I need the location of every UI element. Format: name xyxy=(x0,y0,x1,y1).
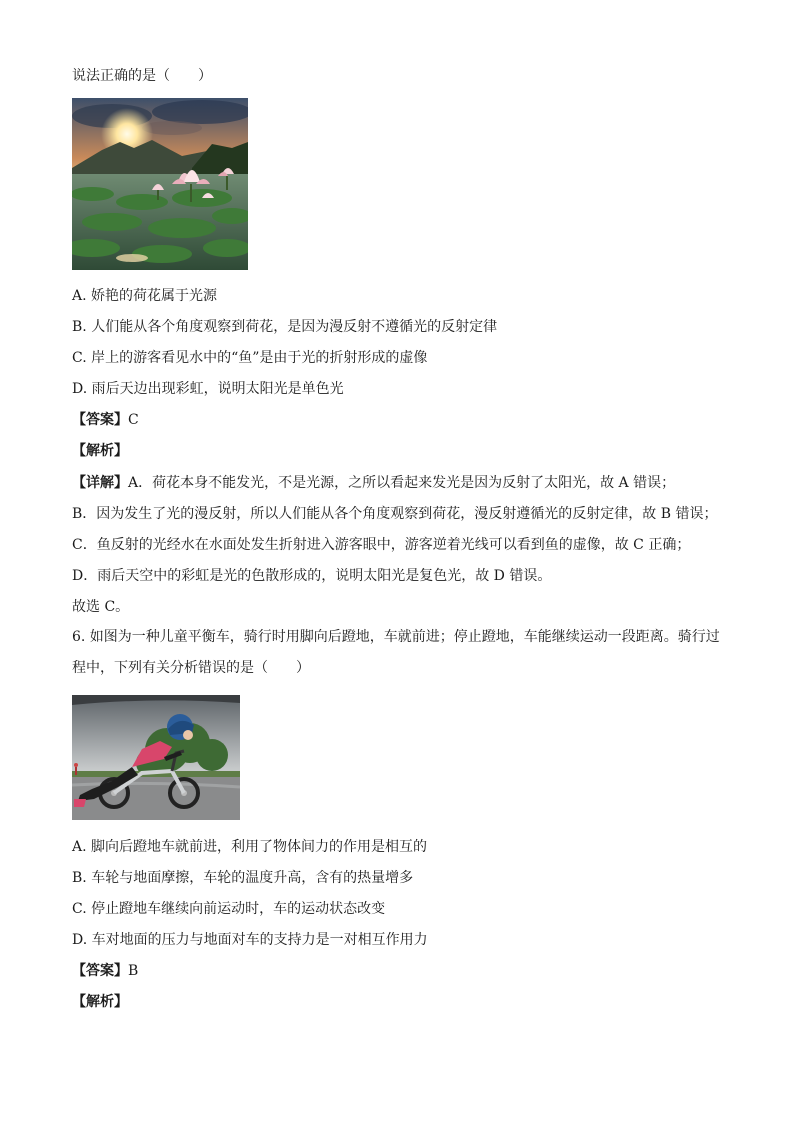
q5-answer xyxy=(72,411,139,429)
answer-label: 【答案】 xyxy=(72,963,128,979)
q5-detail-b: B．因为发生了光的漫反射，所以人们能从各个角度观察到荷花，漫反射遵循光的反射定律，故 B 错误； xyxy=(72,506,718,522)
q6-option-c: C. 停止蹬地车继续向前运动时，车的运动状态改变 xyxy=(72,901,386,917)
q5-stem-tail: 说法正确的是（ ） xyxy=(72,68,212,84)
q6-stem: 6. 如图为一种儿童平衡车，骑行时用脚向后蹬地，车就前进；停止蹬地，车能继续运动一段距离。骑行过程中，下列有关分析错误的是（ ） xyxy=(72,629,720,676)
detail-text: A．荷花本身不能发光，不是光源，之所以看起来发光是因为反射了太阳光，故 A 错误； xyxy=(128,475,676,491)
answer-label: 【答案】 xyxy=(72,412,128,428)
q6-analysis-label: 【解析】 xyxy=(72,994,128,1010)
lotus-pond-image xyxy=(72,98,248,270)
q5-option-a: A. 娇艳的荷花属于光源 xyxy=(72,288,218,304)
balance-bike-image xyxy=(72,695,240,820)
q5-option-b: B. 人们能从各个角度观察到荷花，是因为漫反射不遵循光的反射定律 xyxy=(72,319,498,335)
q6-option-b: B. 车轮与地面摩擦，车轮的温度升高，含有的热量增多 xyxy=(72,870,414,886)
q5-detail-d: D．雨后天空中的彩虹是光的色散形成的，说明太阳光是复色光，故 D 错误。 xyxy=(72,568,552,584)
answer-value: C xyxy=(128,412,139,428)
q5-analysis-label: 【解析】 xyxy=(72,443,128,459)
q6-answer xyxy=(72,962,138,980)
q5-conclusion: 故选 C。 xyxy=(72,599,130,615)
q5-detail-a xyxy=(72,474,675,492)
q5-option-c: C. 岸上的游客看见水中的“鱼”是由于光的折射形成的虚像 xyxy=(72,350,428,366)
q6-option-d: D. 车对地面的压力与地面对车的支持力是一对相互作用力 xyxy=(72,932,428,948)
q5-option-d: D. 雨后天边出现彩虹，说明太阳光是单色光 xyxy=(72,381,344,397)
q6-option-a: A. 脚向后蹬地车就前进，利用了物体间力的作用是相互的 xyxy=(72,839,428,855)
answer-value: B xyxy=(128,963,139,979)
q5-detail-c: C．鱼反射的光经水在水面处发生折射进入游客眼中，游客逆着光线可以看到鱼的虚像，故 C 正确； xyxy=(72,537,691,553)
detail-label: 【详解】 xyxy=(72,475,128,491)
